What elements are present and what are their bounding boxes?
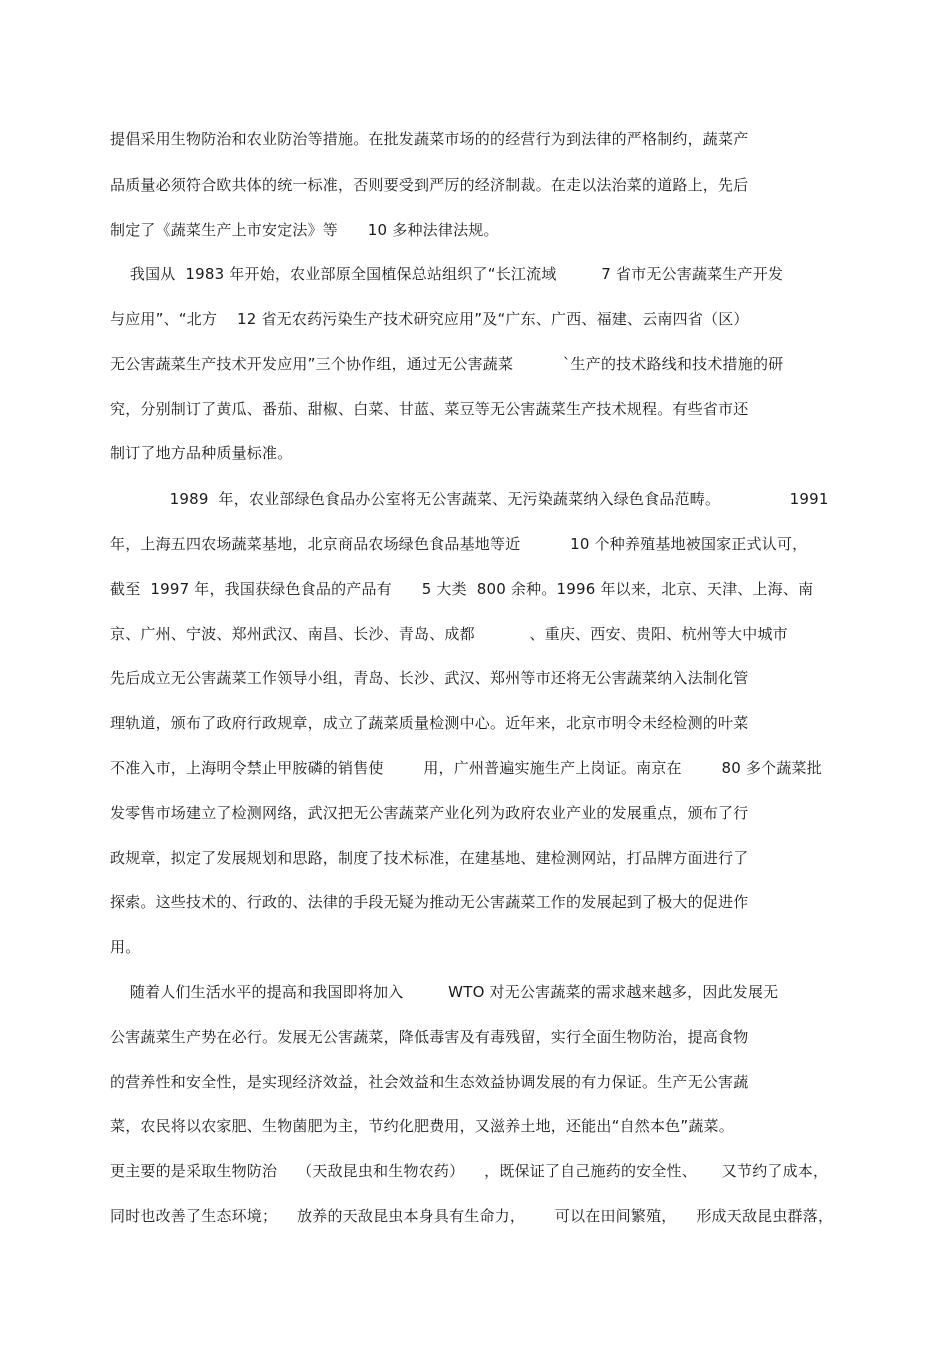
text-line: 究，分别制订了黄瓜、番茄、甜椒、白菜、甘蓝、菜豆等无公害蔬菜生产技术规程。有些省市还: [110, 400, 749, 418]
text-line: 用。: [110, 938, 141, 956]
text-line: 不准入市，上海明令禁止甲胺磷的销售使 用，广州普遍实施生产上岗证。南京在 80 多个蔬菜批: [110, 759, 822, 777]
text-line: 年，上海五四农场蔬菜基地，北京商品农场绿色食品基地等近 10 个种养殖基地被国家正式认可，: [110, 535, 808, 553]
text-line: 1989 年，农业部绿色食品办公室将无公害蔬菜、无污染蔬菜纳入绿色食品范畴。 1991: [110, 490, 829, 508]
text-line: 政规章，拟定了发展规划和思路，制度了技术标准，在建基地、建检测网站，打品牌方面进行了: [110, 849, 749, 867]
text-line: 制定了《蔬菜生产上市安定法》等 10 多种法律法规。: [110, 221, 499, 239]
text-line: 的营养性和安全性，是实现经济效益，社会效益和生态效益协调发展的有力保证。生产无公害蔬: [110, 1073, 749, 1091]
text-line: 探索。这些技术的、行政的、法律的手段无疑为推动无公害蔬菜工作的发展起到了极大的促进作: [110, 893, 749, 911]
text-line: 更主要的是采取生物防治 （天敌昆虫和生物农药） ，既保证了自己施药的安全性、 又节约了成本，: [110, 1162, 829, 1180]
text-line: 提倡采用生物防治和农业防治等措施。在批发蔬菜市场的的经营行为到法律的严格制约，蔬菜产: [110, 130, 749, 148]
text-line: 公害蔬菜生产势在必行。发展无公害蔬菜，降低毒害及有毒残留，实行全面生物防治，提高食物: [110, 1028, 749, 1046]
text-line: 无公害蔬菜生产技术开发应用”三个协作组，通过无公害蔬菜 `生产的技术路线和技术措施的研: [110, 355, 784, 373]
text-line: 菜，农民将以农家肥、生物菌肥为主，节约化肥费用，又滋养土地，还能出“自然本色”蔬菜。: [110, 1117, 734, 1135]
text-line: 理轨道，颁布了政府行政规章，成立了蔬菜质量检测中心。近年来，北京市明令未经检测的叶菜: [110, 714, 749, 732]
text-line: 随着人们生活水平的提高和我国即将加入 WTO 对无公害蔬菜的需求越来越多，因此发展无: [110, 983, 779, 1001]
text-line: 先后成立无公害蔬菜工作领导小组，青岛、长沙、武汉、郑州等市还将无公害蔬菜纳入法制化管: [110, 669, 749, 687]
text-line: 与应用”、“北方 12 省无农药污染生产技术研究应用”及“广东、广西、福建、云南四省（区）: [110, 310, 749, 328]
text-line: 同时也改善了生态环境； 放养的天敌昆虫本身具有生命力， 可以在田间繁殖， 形成天敌昆虫群落，: [110, 1207, 834, 1225]
text-line: 发零售市场建立了检测网络，武汉把无公害蔬菜产业化列为政府农业产业的发展重点，颁布了行: [110, 804, 749, 822]
text-line: 我国从 1983 年开始，农业部原全国植保总站组织了“长江流域 7 省市无公害蔬菜生产开发: [110, 265, 784, 283]
text-line: 品质量必须符合欧共体的统一标准，否则要受到严厉的经济制裁。在走以法治菜的道路上，先后: [110, 176, 749, 194]
text-line: 制订了地方品种质量标准。: [110, 444, 293, 462]
text-line: 京、广州、宁波、郑州武汉、南昌、长沙、青岛、成都 、重庆、西安、贵阳、杭州等大中城市: [110, 625, 788, 643]
text-line: 截至 1997 年，我国获绿色食品的产品有 5 大类 800 余种。1996 年以来，北京、天津、上海、南: [110, 580, 814, 598]
